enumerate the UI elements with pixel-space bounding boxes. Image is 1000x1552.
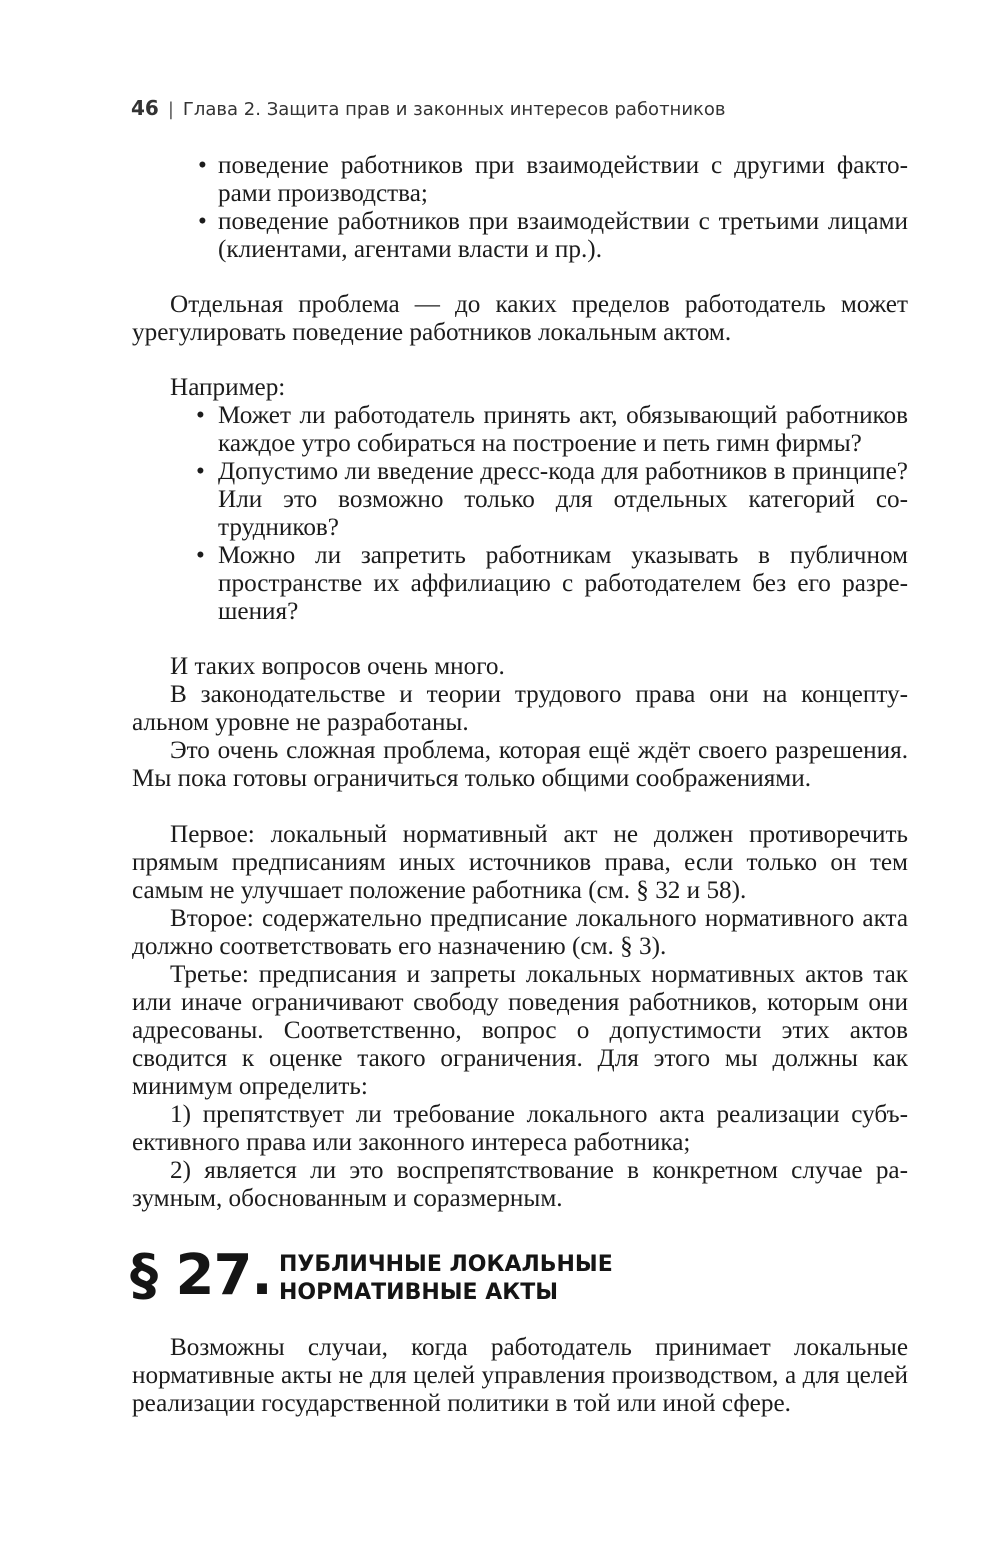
bullet-icon: • [196,542,205,569]
paragraph: Третье: предписания и запреты локальных нормативных актов так или иначе ограничивают свободу поведения работников, которым они адресованы. Соответственно, вопрос о допустимости этих актов сводится к оценке такого ограничения. Для этого мы должны как минимум определить: [132,961,908,1100]
bullet-icon: • [196,458,205,485]
list-item: • Может ли работодатель принять акт, обязывающий работников каждое утро собираться на построение и петь гимн фирмы? [196,402,908,457]
list-item: • поведение работников при взаимодействии с третьими лицами (клиентами, агентами власти и пр.). [198,208,908,263]
paragraph: Первое: локальный нормативный акт не должен противоречить прямым предписаниям иных источников права, если только он тем самым не улучшает положение работника (см. § 32 и 58). [132,821,908,904]
page-number: 46 [131,96,159,120]
paragraph: 2) является ли это воспрепятствование в конкретном случае разумным, обоснованным и соразмерным. [132,1157,908,1212]
problem-paragraph: Отдельная проблема — до каких пределов работодатель может урегулировать поведение работников локальным актом. [132,291,908,346]
chapter-title: Глава 2. Защита прав и законных интересов работников [182,99,726,120]
section-number: § 27. [130,1243,272,1308]
paragraph: Это очень сложная проблема, которая ещё ждёт своего разрешения. Мы пока готовы ограничиться только общими соображениями. [132,737,908,792]
factor-bullet-list [132,152,908,264]
main-text [132,152,908,1213]
example-bullet-list [132,402,908,626]
bullet-icon: • [196,402,205,429]
running-header [131,96,726,120]
paragraph: Возможны случаи, когда работодатель принимает локальные нормативные акты не для целей управления производством, а для целей реализации государственной политики в той или иной сфере. [132,1334,908,1417]
paragraph: В законодательстве и теории трудового права они на концептуальном уровне не разработаны. [132,681,908,736]
bullet-icon: • [198,208,207,235]
header-separator: | [167,99,174,120]
paragraph: И таких вопросов очень много. [170,653,505,680]
example-intro: Например: [170,374,286,401]
list-item: • Можно ли запретить работникам указывать в публичном пространстве их аффилиацию с работодателем без его разрешения? [196,542,908,625]
section-text [132,1334,908,1418]
paragraph: 1) препятствует ли требование локального акта реализации субъективного права или законного интереса работника; [132,1101,908,1156]
paragraph: Второе: содержательно предписание локального нормативного акта должно соответствовать его назначению (см. § 3). [132,905,908,960]
section-title: ПУБЛИЧНЫЕ ЛОКАЛЬНЫЕ НОРМАТИВНЫЕ АКТЫ [279,1252,613,1305]
list-item: • Допустимо ли введение дресс-кода для работников в принципе? Или это возможно только для отдельных категорий сотрудников? [196,458,908,541]
list-item: • поведение работников при взаимодействии с другими факторами производства; [198,152,908,207]
bullet-icon: • [198,152,207,179]
